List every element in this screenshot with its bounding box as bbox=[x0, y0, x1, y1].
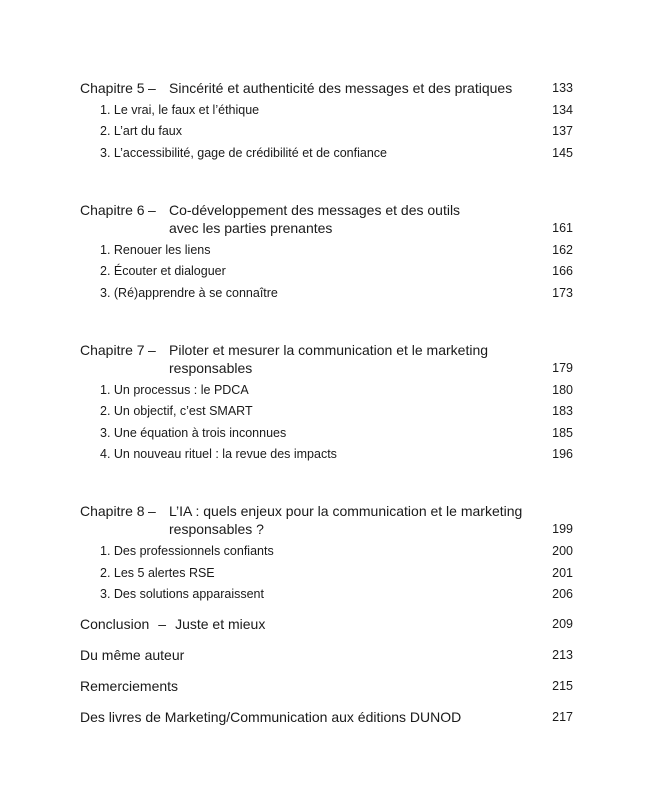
chapter-number: Chapitre 6 bbox=[80, 202, 145, 218]
chapter-title-continued: responsables ? bbox=[169, 521, 264, 537]
toc-section-item bbox=[80, 380, 573, 400]
toc-section-item bbox=[80, 584, 573, 604]
conclusion-label: Conclusion bbox=[80, 616, 150, 632]
chapter-page-number: 199 bbox=[552, 522, 573, 536]
toc-section-item bbox=[80, 240, 573, 260]
back-matter-entry bbox=[80, 676, 573, 696]
section-title: 1. Renouer les liens bbox=[100, 243, 211, 257]
section-title: 3. L’accessibilité, gage de crédibilité et de confiance bbox=[100, 146, 387, 160]
section-title: 4. Un nouveau rituel : la revue des impacts bbox=[100, 447, 337, 461]
chapter-5-heading bbox=[80, 78, 573, 98]
section-page-number: 201 bbox=[552, 566, 573, 580]
back-matter-page-number: 217 bbox=[552, 710, 573, 724]
toc-section-item bbox=[80, 444, 573, 464]
section-page-number: 166 bbox=[552, 264, 573, 278]
toc-section-item bbox=[80, 541, 573, 561]
conclusion-dash: – bbox=[158, 616, 167, 632]
chapter-page-number: 133 bbox=[552, 81, 573, 95]
back-matter-entry bbox=[80, 707, 573, 727]
chapter-dash: – bbox=[148, 503, 156, 519]
chapter-6-heading bbox=[80, 200, 573, 220]
section-page-number: 183 bbox=[552, 404, 573, 418]
chapter-page-number: 161 bbox=[552, 221, 573, 235]
chapter-8-heading bbox=[80, 501, 573, 521]
section-title: 3. Une équation à trois inconnues bbox=[100, 426, 287, 440]
section-title: 2. Écouter et dialoguer bbox=[100, 264, 226, 278]
chapter-title: Piloter et mesurer la communication et le marketing bbox=[169, 342, 489, 358]
section-title: 1. Des professionnels confiants bbox=[100, 544, 274, 558]
section-title: 2. Un objectif, c’est SMART bbox=[100, 404, 253, 418]
section-title: 3. Des solutions apparaissent bbox=[100, 587, 264, 601]
toc-section-item bbox=[80, 283, 573, 303]
back-matter-title: Des livres de Marketing/Communication aux éditions DUNOD bbox=[80, 709, 462, 725]
back-matter-page-number: 213 bbox=[552, 648, 573, 662]
chapter-dash: – bbox=[148, 342, 156, 358]
section-page-number: 162 bbox=[552, 243, 573, 257]
chapter-6-heading-continued bbox=[80, 218, 573, 238]
section-page-number: 134 bbox=[552, 103, 573, 117]
back-matter-title: Du même auteur bbox=[80, 647, 185, 663]
conclusion-page-number: 209 bbox=[552, 617, 573, 631]
chapter-7-heading-continued bbox=[80, 358, 573, 378]
section-page-number: 206 bbox=[552, 587, 573, 601]
conclusion-title: Juste et mieux bbox=[175, 616, 266, 632]
chapter-dash: – bbox=[148, 202, 156, 218]
chapter-page-number: 179 bbox=[552, 361, 573, 375]
section-page-number: 180 bbox=[552, 383, 573, 397]
chapter-number: Chapitre 8 bbox=[80, 503, 145, 519]
chapter-number: Chapitre 5 bbox=[80, 80, 145, 96]
toc-section-item bbox=[80, 563, 573, 583]
section-page-number: 200 bbox=[552, 544, 573, 558]
back-matter-title: Remerciements bbox=[80, 678, 179, 694]
section-title: 2. Les 5 alertes RSE bbox=[100, 566, 215, 580]
toc-section-item bbox=[80, 423, 573, 443]
chapter-title-continued: responsables bbox=[169, 360, 253, 376]
section-page-number: 196 bbox=[552, 447, 573, 461]
toc-section-item bbox=[80, 261, 573, 281]
table-of-contents bbox=[80, 0, 573, 800]
toc-section-item bbox=[80, 121, 573, 141]
section-title: 3. (Ré)apprendre à se connaître bbox=[100, 286, 278, 300]
chapter-title: Co-développement des messages et des outils bbox=[169, 202, 461, 218]
section-page-number: 185 bbox=[552, 426, 573, 440]
chapter-8-heading-continued bbox=[80, 519, 573, 539]
back-matter-entry bbox=[80, 645, 573, 665]
chapter-title: Sincérité et authenticité des messages et des pratiques bbox=[169, 80, 513, 96]
chapter-dash: – bbox=[148, 80, 156, 96]
chapter-7-heading bbox=[80, 340, 573, 360]
conclusion-entry bbox=[80, 614, 573, 634]
chapter-title-continued: avec les parties prenantes bbox=[169, 220, 333, 236]
section-title: 2. L’art du faux bbox=[100, 124, 183, 138]
section-title: 1. Un processus : le PDCA bbox=[100, 383, 249, 397]
section-page-number: 137 bbox=[552, 124, 573, 138]
toc-section-item bbox=[80, 401, 573, 421]
chapter-number: Chapitre 7 bbox=[80, 342, 145, 358]
toc-section-item bbox=[80, 100, 573, 120]
chapter-title: L’IA : quels enjeux pour la communication et le marketing bbox=[169, 503, 523, 519]
section-page-number: 145 bbox=[552, 146, 573, 160]
toc-section-item bbox=[80, 143, 573, 163]
section-title: 1. Le vrai, le faux et l’éthique bbox=[100, 103, 260, 117]
back-matter-page-number: 215 bbox=[552, 679, 573, 693]
section-page-number: 173 bbox=[552, 286, 573, 300]
